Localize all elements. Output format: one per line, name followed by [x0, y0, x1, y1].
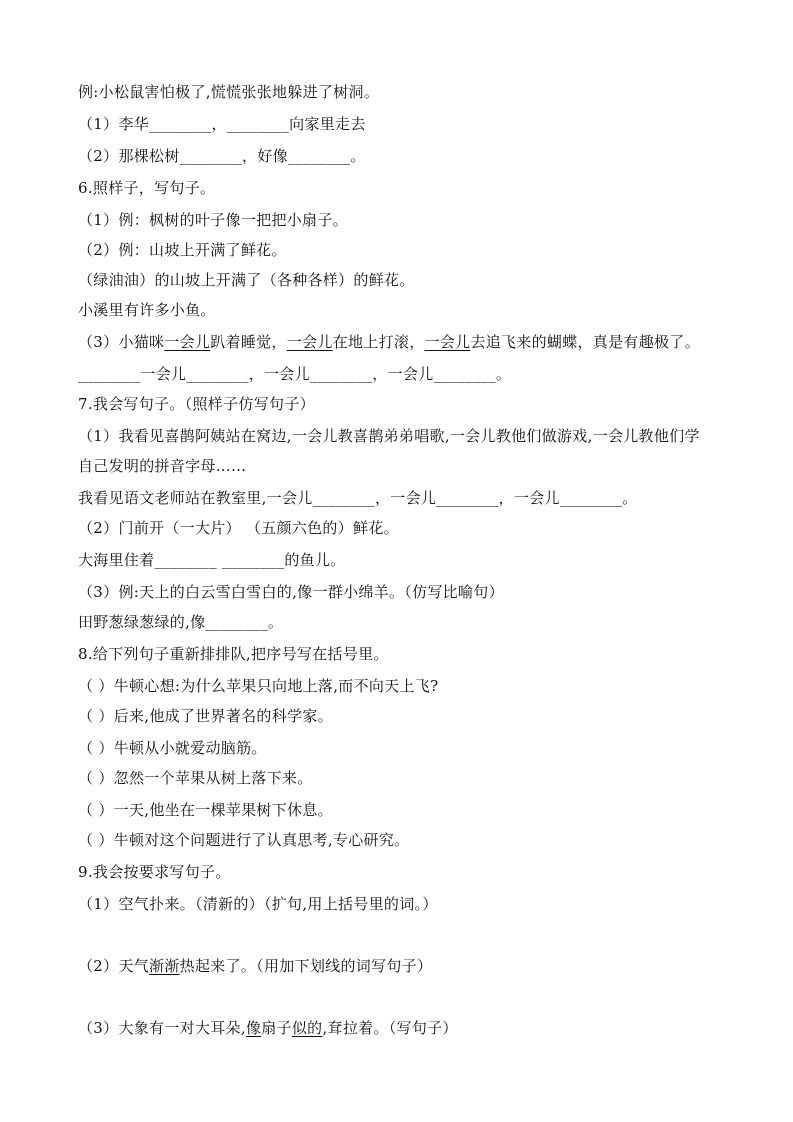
q7-item-3: （3）例:天上的白云雪白雪白的,像一群小绵羊。（仿写比喻句） [78, 583, 504, 601]
q8-sentence-4: （ ）忽然一个苹果从树上落下来。 [78, 769, 313, 787]
example-sentence: 例:小松鼠害怕极了,慌慌张张地躲进了树洞。 [78, 83, 380, 101]
q8-sentence-2: （ ）后来,他成了世界著名的科学家。 [78, 707, 333, 725]
q6-item-3: （3）小猫咪一会儿趴着睡觉，一会儿在地上打滚，一会儿去追飞来的蝴蝶，真是有趣极了。 [78, 333, 700, 351]
q8-heading: 8.给下列句子重新排排队,把序号写在括号里。 [78, 645, 389, 663]
q7-heading: 7.我会写句子。（照样子仿写句子） [78, 395, 315, 413]
q7-item-2-prompt: 大海里住着________ ________的鱼儿。 [78, 551, 346, 569]
q5-item-2: （2）那棵松树________，好像________。 [78, 147, 366, 165]
q8-sentence-3: （ ）牛顿从小就爱动脑筋。 [78, 739, 267, 757]
q7-item-1: （1）我看见喜鹊阿姨站在窝边,一会儿教喜鹊弟弟唱歌,一会儿教他们做游戏,一会儿教他们学 [78, 427, 700, 445]
q7-item-1-prompt: 我看见语文老师站在教室里,一会儿________，一会儿________，一会儿________。 [78, 489, 638, 507]
q8-sentence-1: （ ）牛顿心想:为什么苹果只向地上落,而不向天上飞? [78, 677, 439, 695]
q9-heading: 9.我会按要求写句子。 [78, 863, 231, 881]
q6-item-2-example: （绿油油）的山坡上开满了（各种各样）的鲜花。 [78, 271, 415, 289]
q8-sentence-6: （ ）牛顿对这个问题进行了认真思考,专心研究。 [78, 831, 410, 849]
q7-item-1-cont: 自己发明的拼音字母…… [78, 457, 247, 475]
q6-item-2: （2）例：山坡上开满了鲜花。 [78, 241, 287, 259]
q9-item-1: （1）空气扑来。（清新的）（扩句,用上括号里的词。） [78, 895, 438, 913]
q5-item-1: （1）李华________，________向家里走去 [78, 115, 366, 133]
q6-item-1: （1）例：枫树的叶子像一把把小扇子。 [78, 211, 348, 229]
q6-item-3-blanks: ________一会儿________，一会儿________，一会儿________。 [78, 365, 512, 383]
q8-sentence-5: （ ）一天,他坐在一棵苹果树下休息。 [78, 801, 333, 819]
q6-heading: 6.照样子，写句子。 [78, 179, 216, 197]
q7-item-2: （2）门前开（一大片） （五颜六色的）鲜花。 [78, 519, 399, 537]
q9-item-2: （2）天气渐渐热起来了。（用加下划线的词写句子） [78, 957, 433, 975]
q9-item-3: （3）大象有一对大耳朵,像扇子似的,耷拉着。（写句子） [78, 1019, 458, 1037]
q7-item-3-prompt: 田野葱绿葱绿的,像________。 [78, 613, 284, 631]
q6-item-2-prompt: 小溪里有许多小鱼。 [78, 301, 216, 319]
